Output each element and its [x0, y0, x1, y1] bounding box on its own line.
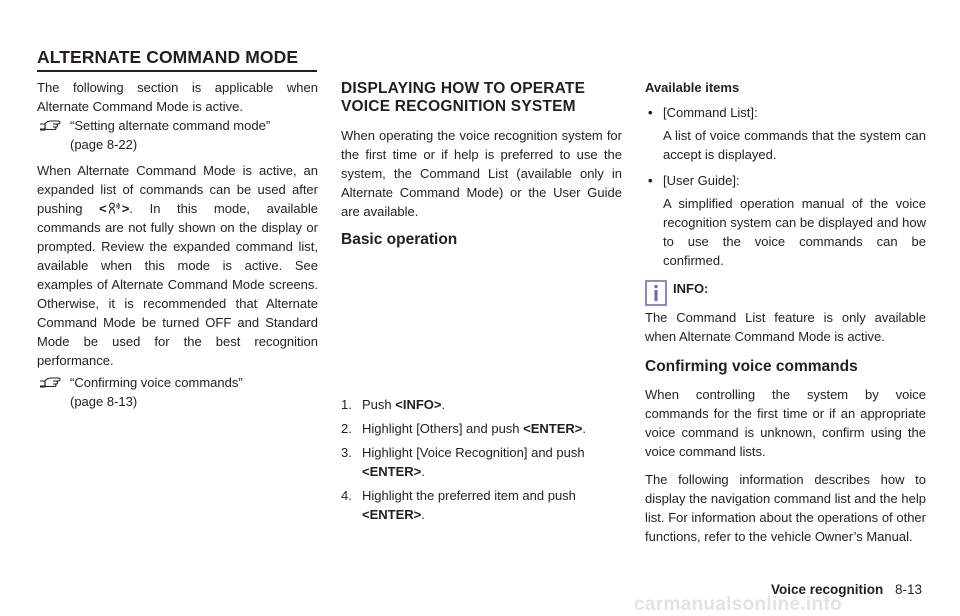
step-punct: . — [582, 421, 587, 436]
section-intro: When operating the voice recognition system for the first time or if help is preferred to use the system, the Command List (available only in Alternate Command Mode) or the User Guide are available. — [341, 128, 622, 219]
key-open: < — [99, 201, 107, 216]
basic-operation-heading: Basic operation — [341, 231, 458, 248]
step-number: 2. — [341, 421, 352, 436]
page-footer — [771, 582, 922, 597]
bullet: • — [648, 173, 653, 188]
info-text: The Command List feature is only available when Alternate Command Mode is active. — [645, 310, 926, 344]
step-punct: . — [421, 507, 425, 522]
step-item — [341, 486, 622, 524]
column-3 — [645, 78, 926, 546]
item-description: A list of voice commands that the system can accept is displayed. — [663, 128, 926, 162]
step-text: Push — [362, 397, 396, 412]
step-number: 1. — [341, 397, 352, 412]
step-item — [341, 395, 622, 414]
cross-reference-1[interactable] — [37, 116, 318, 154]
info-icon — [645, 280, 667, 306]
bullet: • — [648, 105, 653, 120]
key-close: > — [121, 201, 130, 216]
list-item — [645, 103, 926, 164]
cross-reference-title: “Confirming voice commands” — [70, 375, 243, 390]
info-label: INFO: — [673, 281, 709, 296]
column-1 — [37, 78, 318, 418]
cross-reference-title: “Setting alternate command mode” — [70, 118, 271, 133]
list-item — [645, 171, 926, 270]
step-item — [341, 443, 622, 481]
alternate-mode-description — [37, 161, 318, 370]
item-label: [Command List]: — [663, 105, 758, 120]
description-end: . In this mode, available commands are not fully shown on the display or prompted. Review the expanded command list, available when this mode is active. See examples of Alternate Command Mode screens. Otherwise, it is recommended that Alternate Command Mode be turned OFF and Standard Mode be used for the best recognition performance. — [37, 201, 318, 368]
footer-section: Voice recognition — [771, 582, 884, 597]
page-number: 8-13 — [895, 582, 923, 597]
cross-reference-page: (page 8-13) — [70, 394, 138, 409]
intro-text: The following section is applicable when Alternate Command Mode is active. — [37, 80, 318, 114]
pointing-hand-icon — [39, 117, 61, 132]
steps-list — [341, 395, 622, 524]
step-punct: . — [421, 464, 425, 479]
pointing-hand-icon — [39, 374, 61, 389]
talk-switch-icon — [108, 202, 121, 215]
step-key: <ENTER> — [362, 507, 422, 522]
step-key: <ENTER> — [523, 421, 583, 436]
step-key: <INFO> — [395, 397, 442, 412]
step-text: Highlight the preferred item and push — [362, 488, 576, 503]
available-items-list — [645, 103, 926, 270]
page-heading: ALTERNATE COMMAND MODE — [37, 47, 317, 72]
step-text: Highlight [Voice Recognition] and push — [362, 445, 585, 460]
step-key: <ENTER> — [362, 464, 422, 479]
step-number: 4. — [341, 488, 352, 503]
item-description: A simplified operation manual of the voice recognition system can be displayed and how to use the voice commands can be confirmed. — [663, 196, 926, 268]
description-start: When Alternate Command Mode is active, an expanded list of commands can be used after pushing — [37, 163, 318, 216]
step-number: 3. — [341, 445, 352, 460]
cross-reference-page: (page 8-22) — [70, 137, 138, 152]
available-items-heading: Available items — [645, 80, 740, 95]
section-heading: DISPLAYING HOW TO OPERATE VOICE RECOGNITION SYSTEM — [341, 80, 586, 115]
confirm-heading: Confirming voice commands — [645, 358, 858, 375]
step-text: Highlight [Others] and push — [362, 421, 524, 436]
step-item — [341, 419, 622, 438]
info-note — [645, 278, 926, 306]
column-2 — [341, 80, 622, 529]
confirm-paragraph-2: The following information describes how to display the navigation command list and the help list. For information about the operations of other functions, refer to the vehicle Owner’s Manual. — [645, 472, 926, 544]
step-punct: . — [441, 397, 446, 412]
confirm-paragraph-1: When controlling the system by voice commands for the first time or if an appropriate voice command is unknown, confirm using the voice command lists. — [645, 387, 926, 459]
watermark: carmanualsonline.info — [634, 594, 842, 615]
cross-reference-2[interactable] — [37, 373, 318, 411]
item-label: [User Guide]: — [663, 173, 740, 188]
